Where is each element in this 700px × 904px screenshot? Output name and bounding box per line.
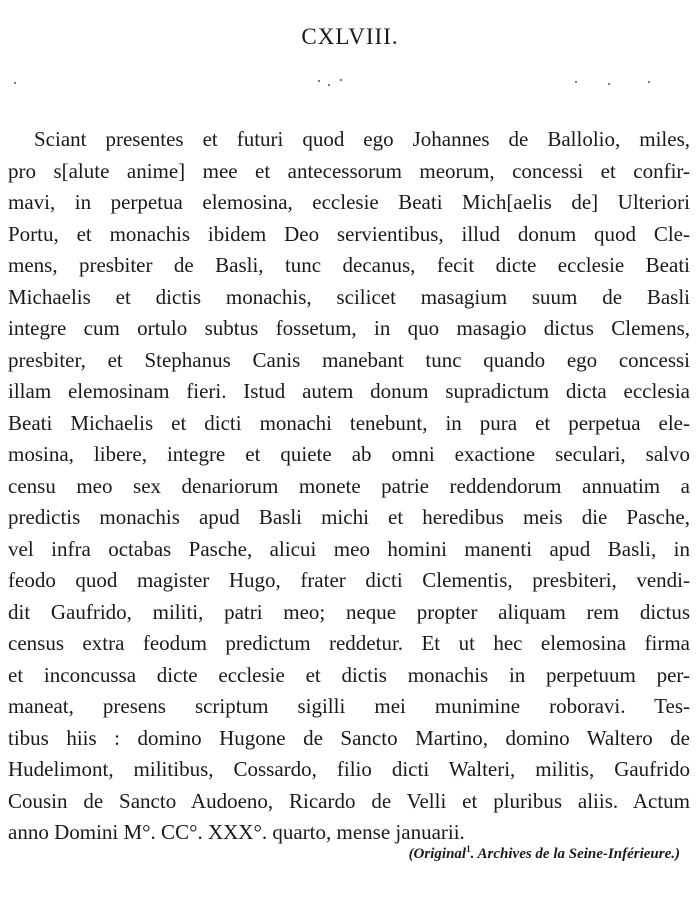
text-line: illam elemosinam fieri. Istud autem donum supradictum dicta ecclesia [8, 379, 690, 403]
text-line: anno Domini M°. CC°. XXX°. quarto, mense januarii. [8, 820, 465, 844]
source-citation [0, 844, 680, 863]
text-line: Sciant presentes et futuri quod ego Johannes de Ballolio, miles, [34, 127, 690, 151]
text-line: Michaelis et dictis monachis, scilicet masagium suum de Basli [8, 284, 690, 309]
source-prefix: (Original [408, 846, 467, 862]
text-line: Cousin de Sancto Audoeno, Ricardo de Velli et pluribus aliis. Actum [8, 788, 690, 813]
text-line: vel infra octabas Pasche, alicui meo homini manenti apud Basli, in [8, 536, 690, 561]
text-line: dit Gaufrido, militi, patri meo; neque propter aliquam rem dictus [8, 599, 690, 624]
text-line: maneat, presens scriptum sigilli mei munimine roboravi. Tes- [8, 694, 690, 718]
text-line: censu meo sex denariorum monete patrie reddendorum annuatim a [8, 473, 690, 498]
text-line: census extra feodum predictum reddetur. Et ut hec elemosina firma [8, 631, 690, 655]
source-suffix: . Archives de la Seine-Inférieure.) [470, 846, 680, 862]
text-line: mens, presbiter de Basli, tunc decanus, fecit dicte ecclesie Beati [8, 253, 690, 277]
text-line: feodo quod magister Hugo, frater dicti Clementis, presbiteri, vendi- [8, 568, 690, 592]
text-line: pro s[alute anime] mee et antecessorum meorum, concessi et confir- [8, 158, 690, 183]
text-line: tibus hiis : domino Hugone de Sancto Martino, domino Waltero de [8, 725, 690, 750]
text-line: integre cum ortulo subtus fossetum, in quo masagio dictus Clemens, [8, 316, 690, 340]
text-line: et inconcussa dicte ecclesie et dictis monachis in perpetuum per- [8, 662, 690, 687]
decorative-dots [0, 78, 700, 98]
text-line: mavi, in perpetua elemosina, ecclesie Beati Mich[aelis de] Ulteriori [8, 190, 690, 214]
text-line: Portu, et monachis ibidem Deo servientibus, illud donum quod Cle- [8, 221, 690, 246]
charter-body-text [8, 124, 690, 849]
footnote-mark: 1 [466, 844, 471, 854]
charter-number-heading: CXLVIII. [301, 24, 399, 49]
text-line: mosina, libere, integre et quiete ab omni exactione seculari, salvo [8, 442, 690, 466]
text-line: Hudelimont, militibus, Cossardo, filio dicti Walteri, militis, Gaufrido [8, 757, 690, 781]
text-line: presbiter, et Stephanus Canis manebant tunc quando ego concessi [8, 347, 690, 372]
text-line: Beati Michaelis et dicti monachi tenebunt, in pura et perpetua ele- [8, 410, 690, 435]
text-line: predictis monachis apud Basli michi et heredibus meis die Pasche, [8, 505, 690, 529]
